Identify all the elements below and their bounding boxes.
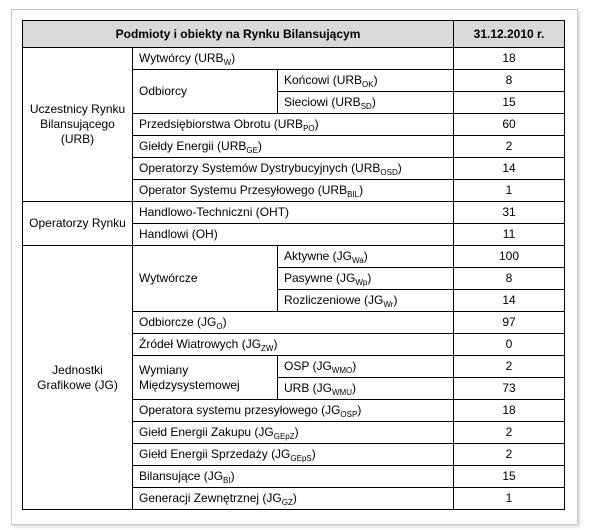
row-label: Operatorzy Systemów Dystrybucyjnych $(URB_{OSD})$ — [133, 158, 454, 180]
subgroup-wytworcze: Wytwórcze — [133, 246, 278, 312]
row-value: 18 — [454, 48, 565, 70]
row-label: Giełdy Energii $(URB_{GE})$ — [133, 136, 454, 158]
row-value: 18 — [454, 400, 565, 422]
category-urb: Uczestnicy Rynku Bilansującego (URB) — [23, 48, 133, 202]
row-label: Giełd Energii Zakupu $(JG_{GEpZ})$ — [133, 422, 454, 444]
row-value: 14 — [454, 290, 565, 312]
row-value: 2 — [454, 136, 565, 158]
category-jg: Jednostki Grafikowe (JG) — [23, 246, 133, 510]
row-value: 73 — [454, 378, 565, 400]
row-label: Źródeł Wiatrowych $(JG_{ZW})$ — [133, 334, 454, 356]
row-value: 31 — [454, 202, 565, 224]
row-label: Operator Systemu Przesyłowego $(URB_{BIL})$ — [133, 180, 454, 202]
row-label: Wytwórcy $(URB_W)$ — [133, 48, 454, 70]
row-label: URB $(JG_{WMU})$ — [278, 378, 454, 400]
row-value: 8 — [454, 70, 565, 92]
row-value: 100 — [454, 246, 565, 268]
row-value: 2 — [454, 444, 565, 466]
row-value: 1 — [454, 488, 565, 510]
row-label: Operatora systemu przesyłowego $(JG_{OSP})$ — [133, 400, 454, 422]
row-value: 2 — [454, 422, 565, 444]
row-value: 2 — [454, 356, 565, 378]
row-value: 8 — [454, 268, 565, 290]
table-row — [23, 202, 565, 224]
row-value: 97 — [454, 312, 565, 334]
row-label: Generacji Zewnętrznej $(JG_{GZ})$ — [133, 488, 454, 510]
header-row — [23, 21, 565, 48]
row-value: 14 — [454, 158, 565, 180]
row-value: 15 — [454, 92, 565, 114]
subgroup-wymiany: Wymiany Międzysystemowej — [133, 356, 278, 400]
header-date: 31.12.2010 r. — [454, 21, 565, 48]
row-label: Sieciowi $(URB_{SD})$ — [278, 92, 454, 114]
table-row — [23, 48, 565, 70]
row-label: Giełd Energii Sprzedaży $(JG_{GEpS})$ — [133, 444, 454, 466]
balancing-market-table — [22, 20, 565, 510]
category-or: Operatorzy Rynku — [23, 202, 133, 246]
row-label: Przedsiębiorstwa Obrotu $(URB_{PO})$ — [133, 114, 454, 136]
row-value: 15 — [454, 466, 565, 488]
row-value: 11 — [454, 224, 565, 246]
table-row — [23, 246, 565, 268]
row-label: OSP $(JG_{WMO})$ — [278, 356, 454, 378]
row-label: Bilansujące $(JG_{BI})$ — [133, 466, 454, 488]
row-label: Rozliczeniowe $(JG_{Wr})$ — [278, 290, 454, 312]
row-label: Aktywne $(JG_{Wa})$ — [278, 246, 454, 268]
row-label: Końcowi $(URB_{OK})$ — [278, 70, 454, 92]
row-label: Handlowo-Techniczni (OHT) — [133, 202, 454, 224]
row-value: 60 — [454, 114, 565, 136]
row-label: Pasywne $(JG_{Wp})$ — [278, 268, 454, 290]
header-title: Podmioty i obiekty na Rynku Bilansującym — [23, 21, 454, 48]
row-value: 1 — [454, 180, 565, 202]
row-value: 0 — [454, 334, 565, 356]
subgroup-odbiorcy: Odbiorcy — [133, 70, 278, 114]
row-label: Odbiorcze $(JG_O)$ — [133, 312, 454, 334]
row-label: Handlowi (OH) — [133, 224, 454, 246]
